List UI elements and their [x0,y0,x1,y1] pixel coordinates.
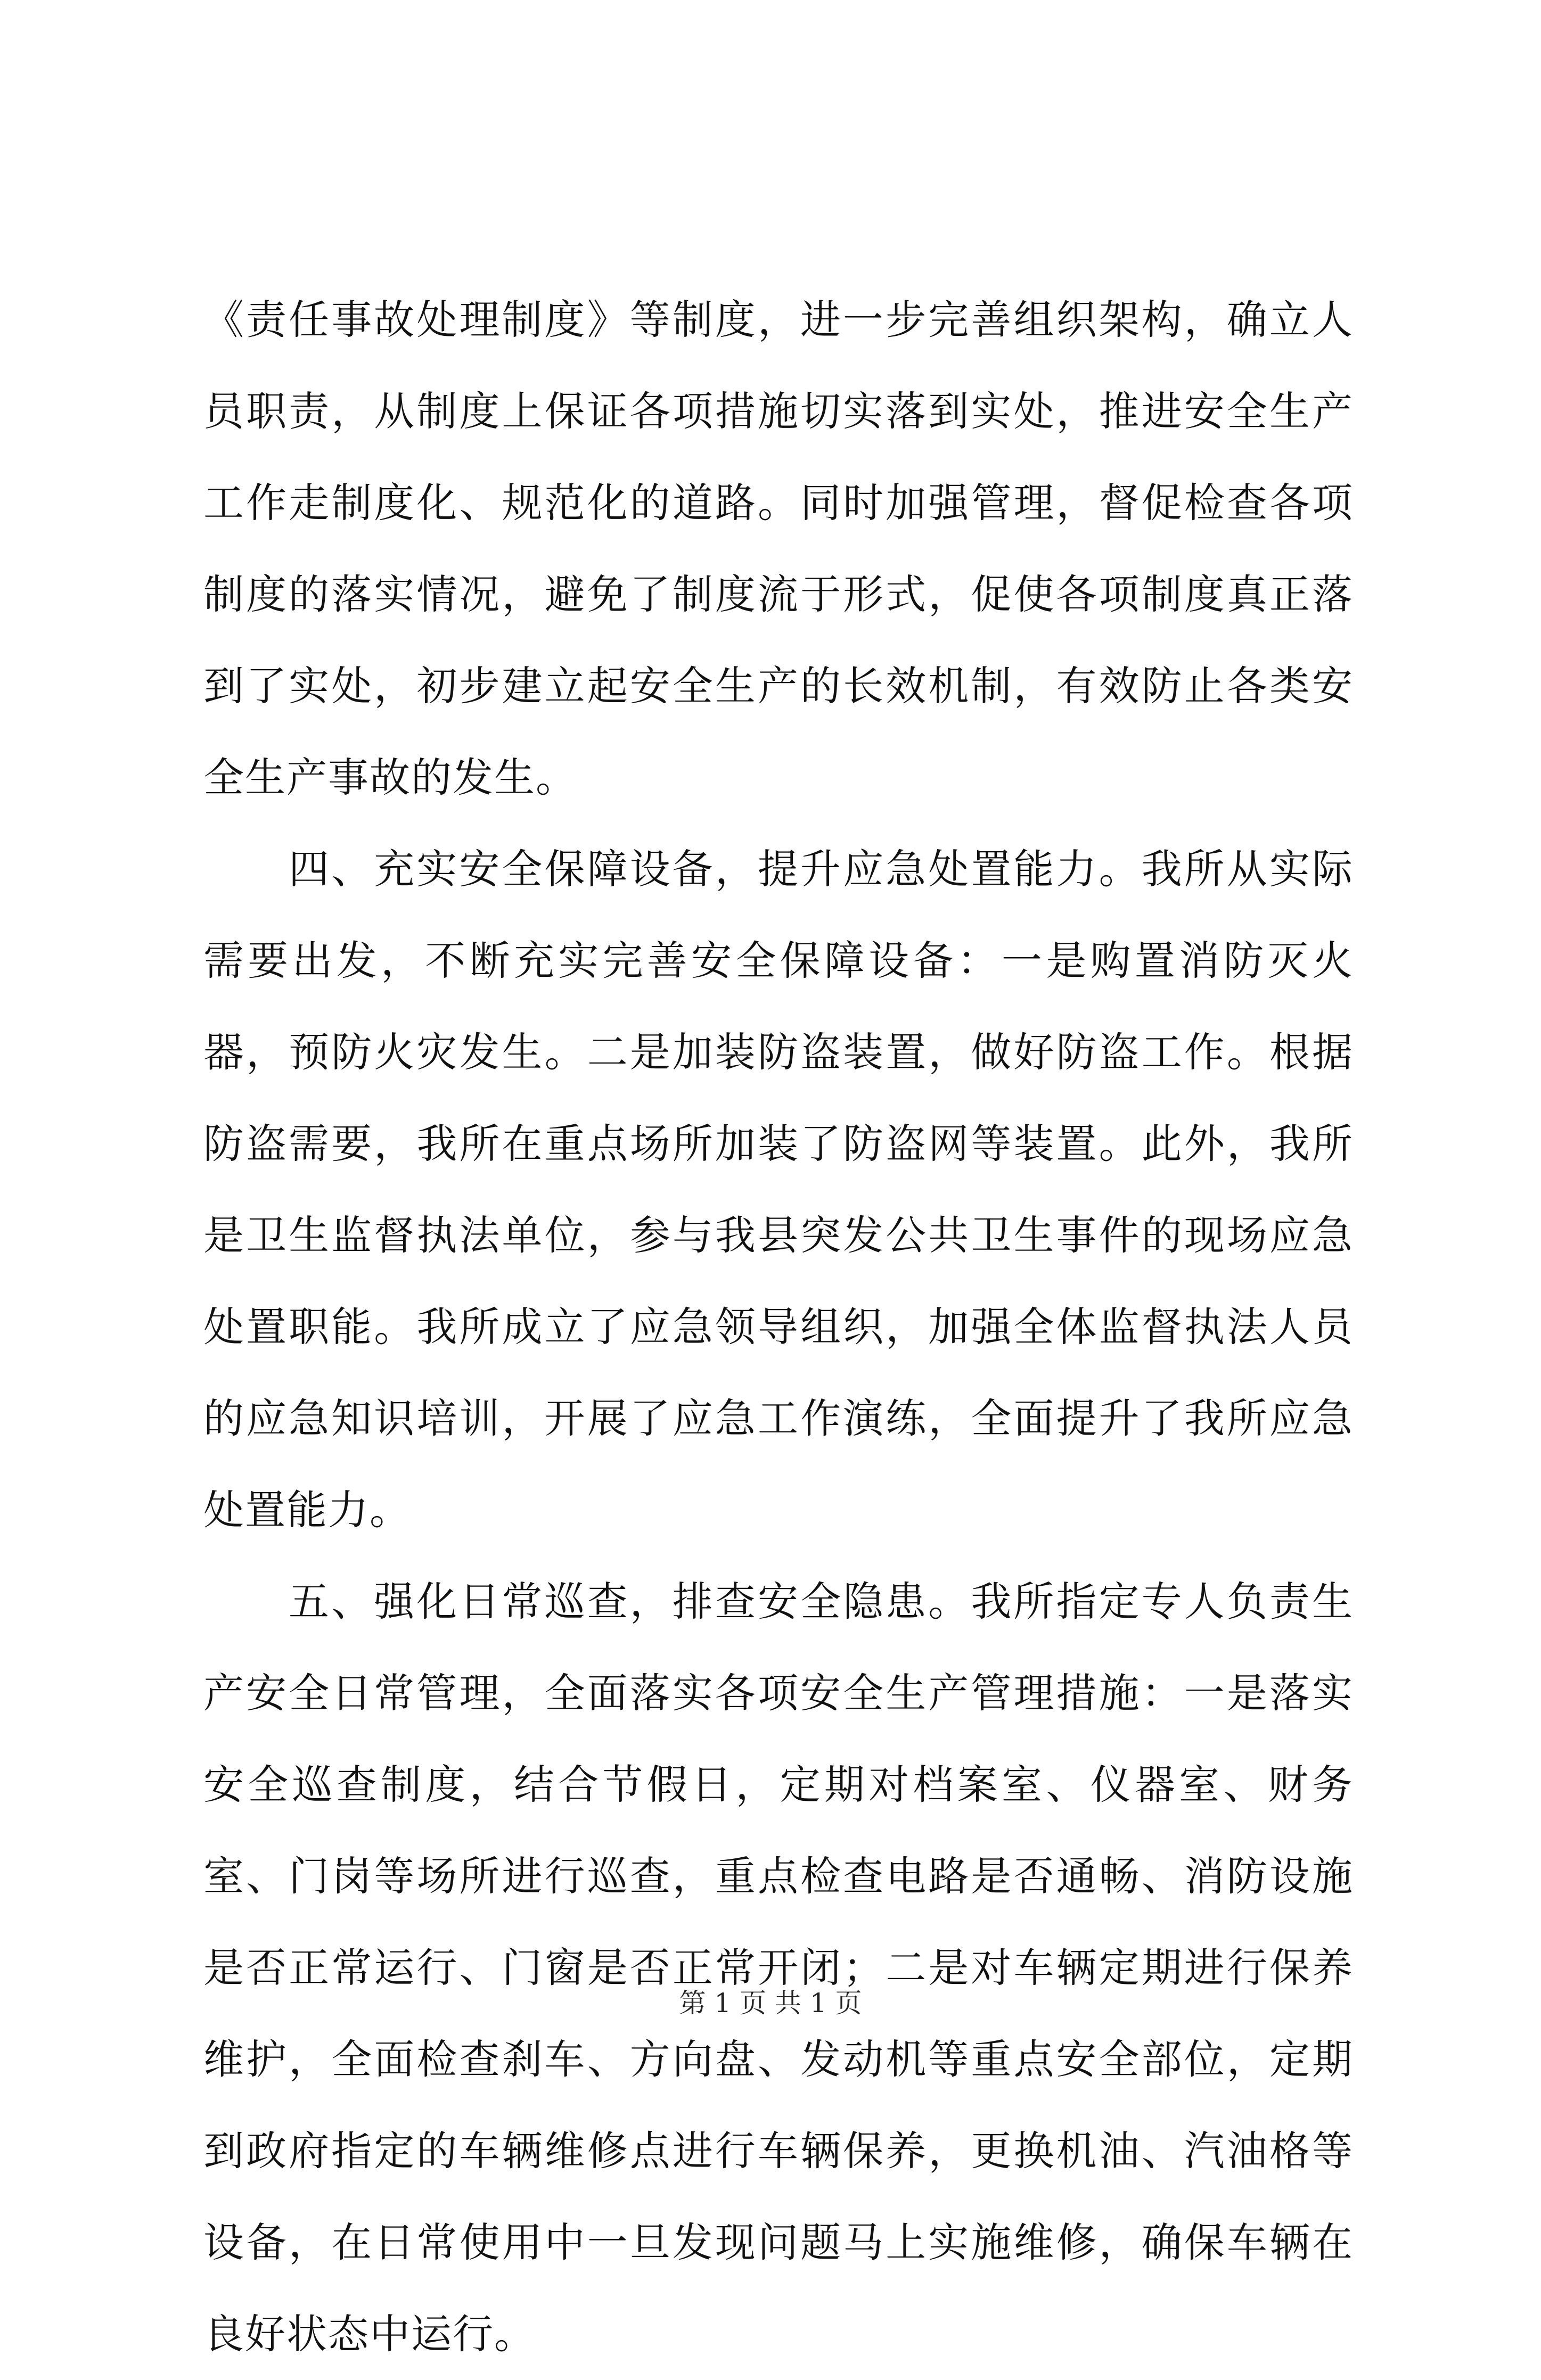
paragraph-section-four: 四、充实安全保障设备，提升应急处置能力。我所从实际需要出发，不断充实完善安全保障设备：一是购置消防灭火器，预防火灾发生。二是加装防盗装置，做好防盗工作。根据防盗需要，我所在重点场所加装了防盗网等装置。此外，我所是卫生监督执法单位，参与我县突发公共卫生事件的现场应急处置职能。我所成立了应急领导组织，加强全体监督执法人员的应急知识培训，开展了应急工作演练，全面提升了我所应急处置能力。 [203,845,1354,1534]
paragraph-section-five: 五、强化日常巡查，排查安全隐患。我所指定专人负责生产安全日常管理，全面落实各项安全生产管理措施：一是落实安全巡查制度，结合节假日，定期对档案室、仪器室、财务室、门岗等场所进行巡查，重点检查电路是否通畅、消防设施是否正常运行、门窗是否正常开闭；二是对车辆定期进行保养维护，全面检查刹车、方向盘、发动机等重点安全部位，定期到政府指定的车辆维修点进行车辆保养，更换机油、汽油格等设备，在日常使用中一旦发现问题马上实施维修，确保车辆在良好状态中运行。 [203,1578,1354,2358]
page-footer: 第 1 页 共 1 页 [679,1988,862,2019]
document-body [203,274,1354,2380]
paragraph-continued: 《责任事故处理制度》等制度，进一步完善组织架构，确立人员职责，从制度上保证各项措施切实落到实处，推进安全生产工作走制度化、规范化的道路。同时加强管理，督促检查各项制度的落实情况，避免了制度流于形式，促使各项制度真正落到了实处，初步建立起安全生产的长效机制，有效防止各类安全生产事故的发生。 [203,296,1354,801]
